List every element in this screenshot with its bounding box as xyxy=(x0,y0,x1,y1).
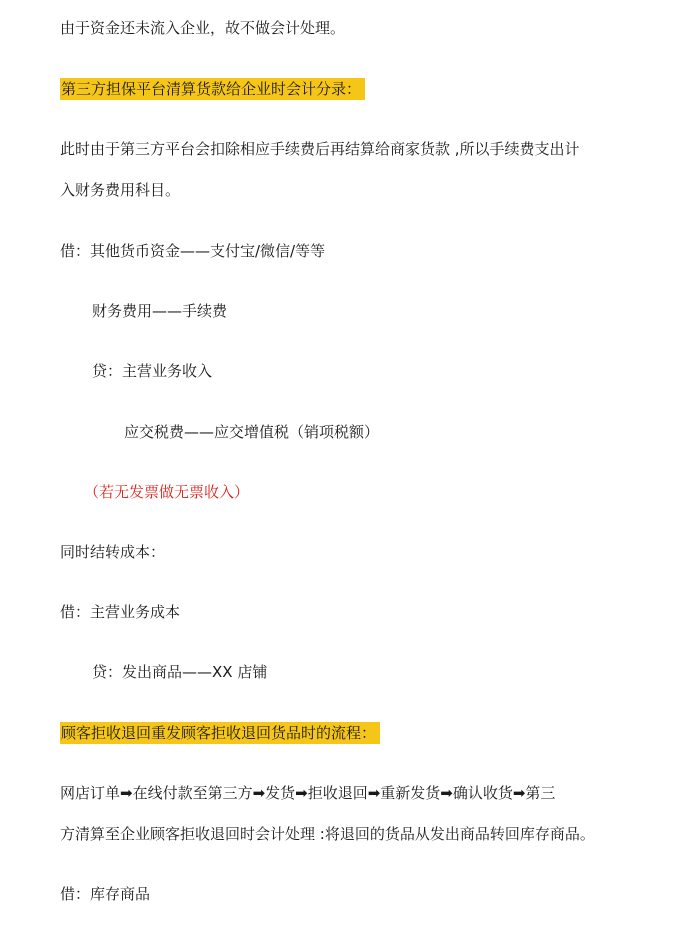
highlighted-heading-text: 顾客拒收退回重发顾客拒收退回货品时的流程： xyxy=(60,722,380,744)
red-note-no-invoice: （若无发票做无票收入） xyxy=(84,483,250,501)
paragraph-fee-line2: 入财务费用科目。 xyxy=(60,181,181,199)
entry2-credit-line: 贷：发出商品——XX 店铺 xyxy=(92,663,268,681)
highlighted-heading-text: 第三方担保平台清算货款给企业时会计分录： xyxy=(60,78,365,100)
entry1-credit-tax-line: 应交税费——应交增值税（销项税额） xyxy=(124,423,380,441)
heading-settlement xyxy=(60,78,365,100)
entry1-debit-line: 借：其他货币资金——支付宝/微信/等等 xyxy=(60,242,326,260)
paragraph-fee-line1: 此时由于第三方平台会扣除相应手续费后再结算给商家货款 ,所以手续费支出计 xyxy=(60,140,580,158)
paragraph-carry-cost: 同时结转成本： xyxy=(60,543,166,561)
paragraph-no-accounting: 由于资金还未流入企业，故不做会计处理。 xyxy=(60,19,346,37)
paragraph-flow-line1: 网店订单➡在线付款至第三方➡发货➡拒收退回➡重新发货➡确认收货➡第三 xyxy=(60,784,556,802)
entry1-debit-fee-line: 财务费用——手续费 xyxy=(92,302,228,320)
entry1-credit-line: 贷：主营业务收入 xyxy=(92,362,213,380)
entry2-debit-line: 借：主营业务成本 xyxy=(60,603,181,621)
heading-rejection-flow xyxy=(60,722,380,744)
entry3-debit-line: 借：库存商品 xyxy=(60,885,151,903)
paragraph-flow-line2: 方清算至企业顾客拒收退回时会计处理 :将退回的货品从发出商品转回库存商品。 xyxy=(60,825,595,843)
